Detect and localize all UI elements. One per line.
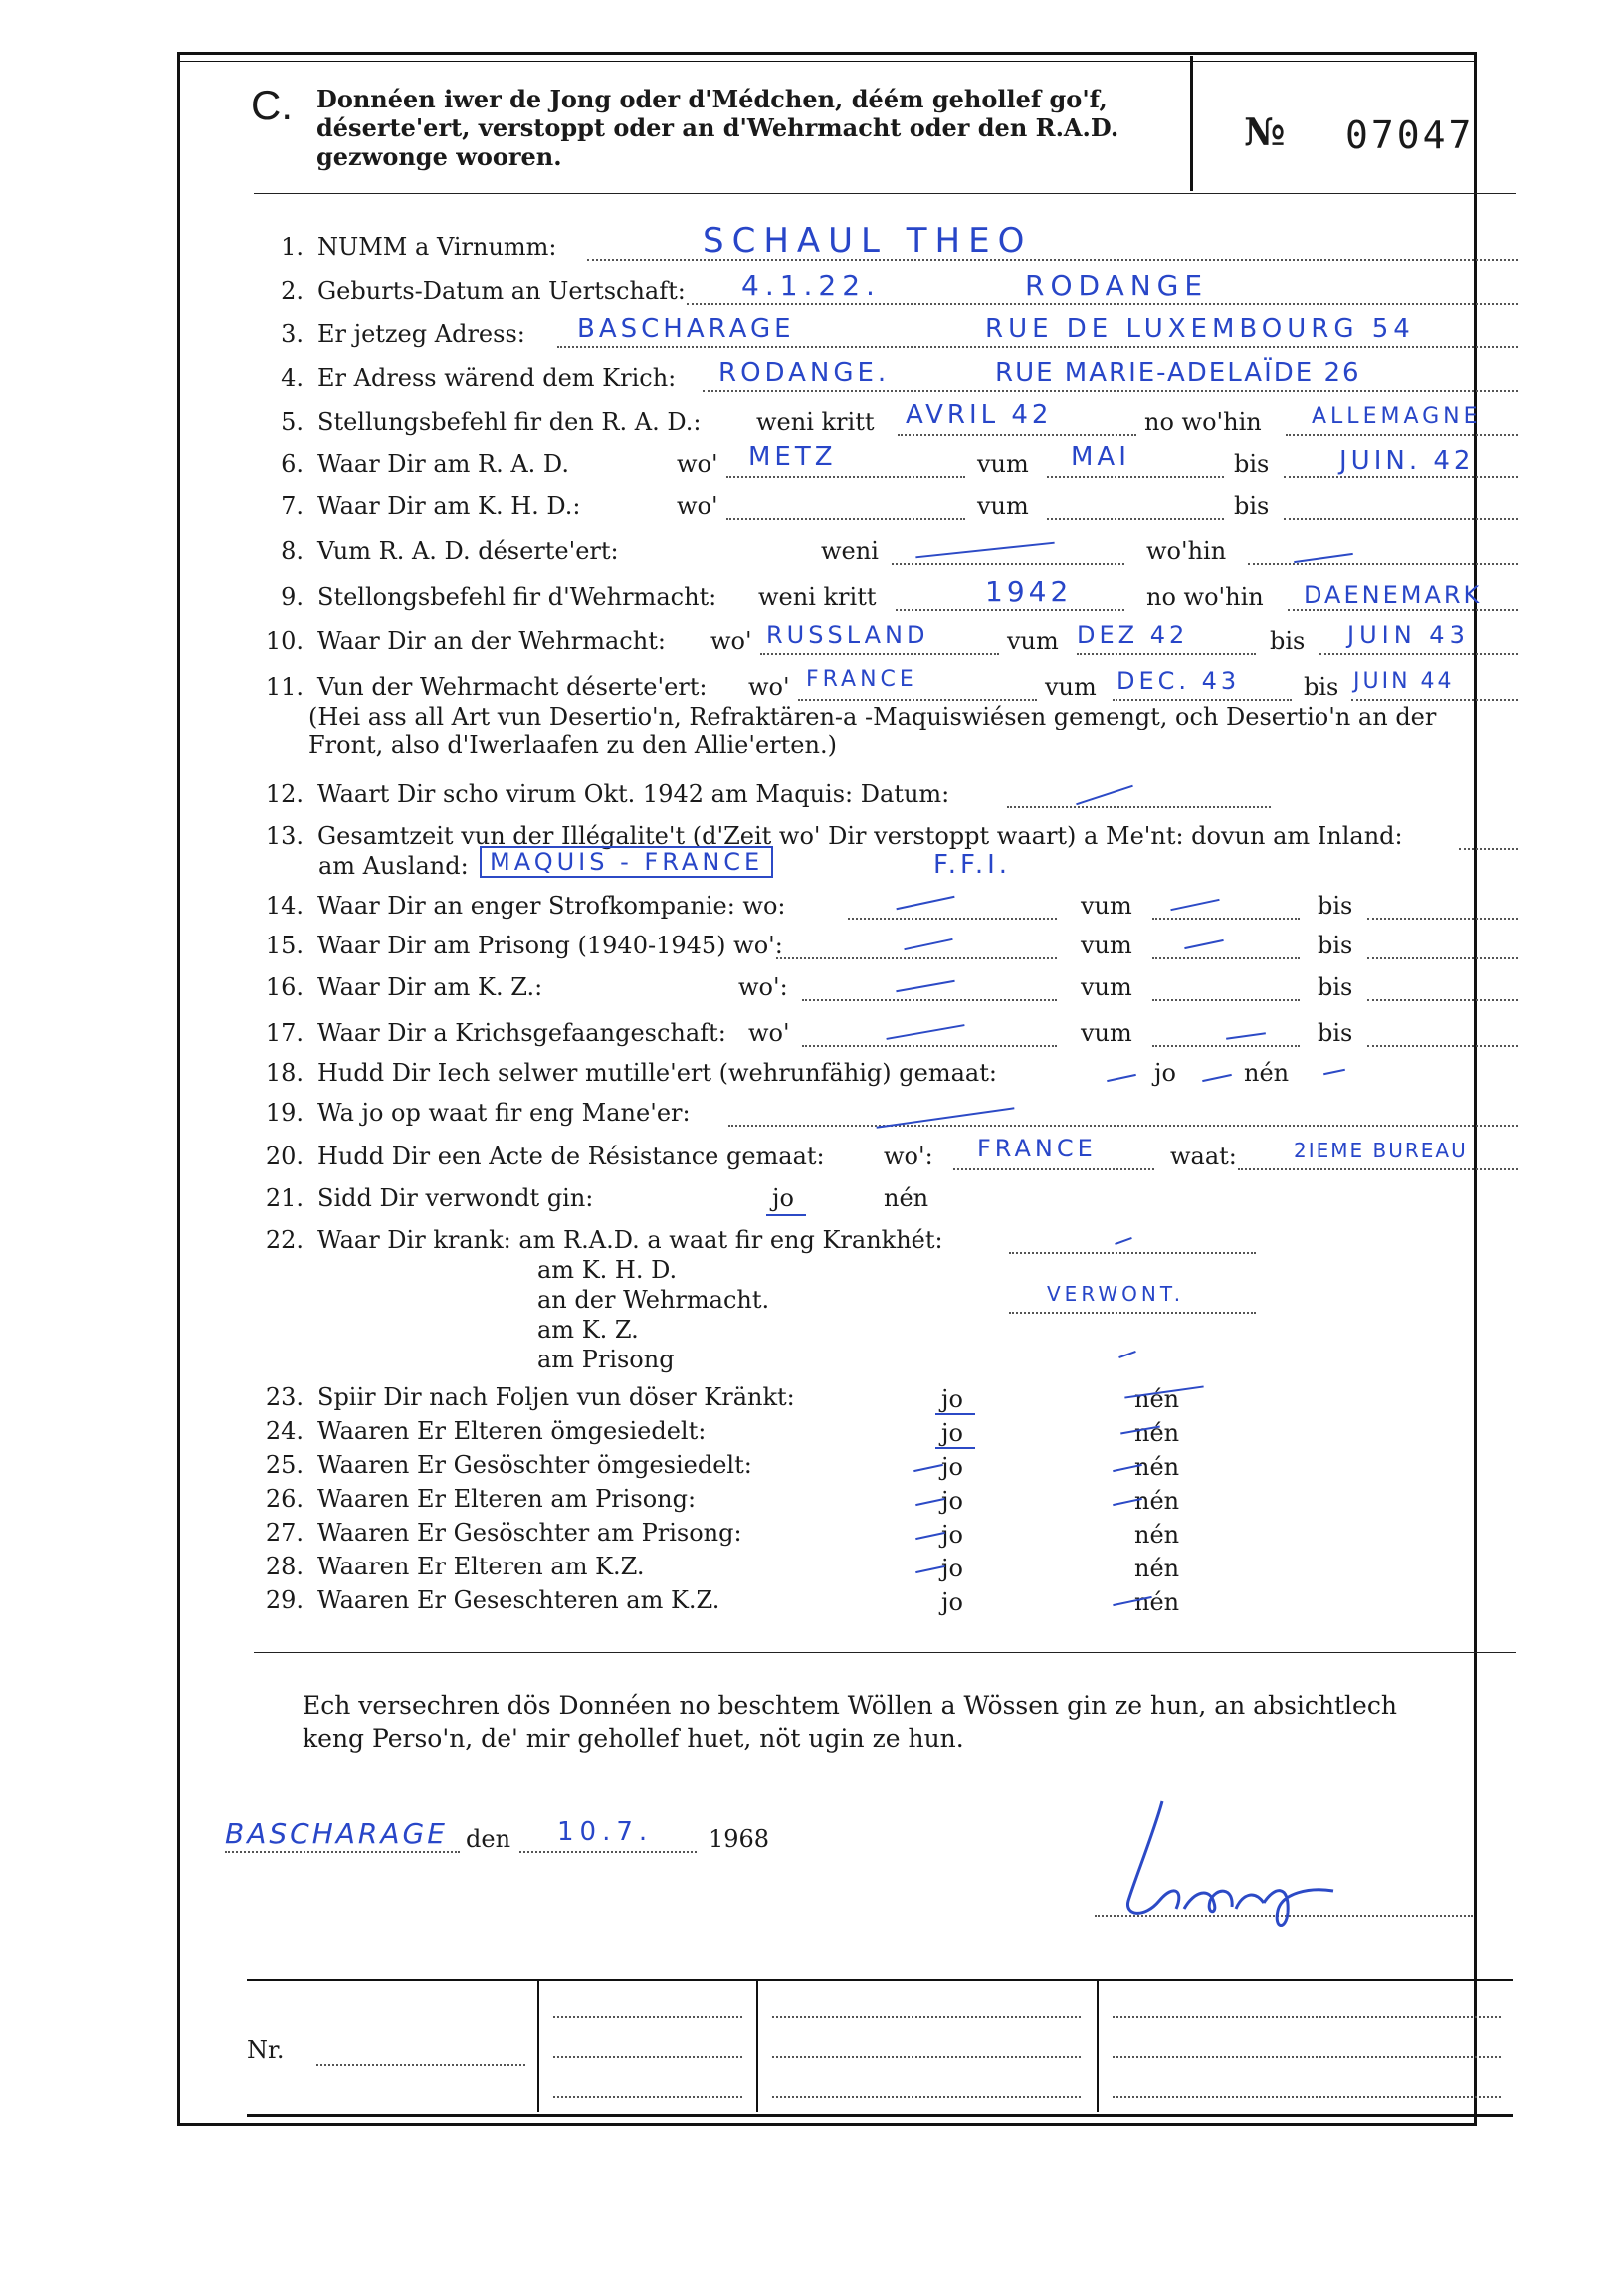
field-line xyxy=(802,999,1057,1001)
question-3: 3. Er jetzeg Adress: xyxy=(281,320,525,348)
question-17: 17. Waar Dir a Krichsgefaangeschaft: xyxy=(265,1019,726,1047)
field-line xyxy=(1286,434,1518,436)
label-no-wohin: no wo'hin xyxy=(1144,408,1262,436)
label-nen: nén xyxy=(1134,1521,1180,1549)
answer-underline xyxy=(766,1214,806,1216)
answer-res-what: 2IEME BUREAU xyxy=(1294,1139,1468,1162)
form-number: 07047 xyxy=(1345,113,1475,157)
answer-date: 10.7. xyxy=(557,1817,654,1847)
label-nr: Nr. xyxy=(247,2036,285,2064)
label-bis: bis xyxy=(1234,492,1270,520)
label-bis: bis xyxy=(1318,973,1353,1001)
field-line xyxy=(953,1168,1154,1170)
label-nen: nén xyxy=(884,1184,929,1212)
answer-rad-vum: MAI xyxy=(1071,442,1130,472)
field-line xyxy=(316,2064,525,2066)
question-11: 11. Vun der Wehrmacht déserte'ert: xyxy=(265,673,708,701)
label-nen: nén xyxy=(1134,1419,1180,1447)
question-27: 27. Waaren Er Gesöschter am Prisong: xyxy=(265,1519,742,1547)
bottom-box-divider xyxy=(756,1980,758,2112)
bottom-box-bottom xyxy=(247,2114,1513,2117)
label-am-khd: am K. H. D. xyxy=(537,1256,678,1284)
field-line xyxy=(1152,999,1300,1001)
label-wo: wo' xyxy=(677,492,718,520)
field-line xyxy=(553,2056,742,2058)
label-bis: bis xyxy=(1318,1019,1353,1047)
label-an-der-wehrmacht: an der Wehrmacht. xyxy=(537,1286,770,1314)
answer-krank-wm: VERWONT. xyxy=(1047,1282,1185,1306)
section-rule xyxy=(254,1652,1516,1653)
label-vum: vum xyxy=(977,492,1029,520)
label-jo: jo xyxy=(1154,1059,1176,1087)
answer-address-now-1: BASCHARAGE xyxy=(577,314,795,344)
label-wo: wo': xyxy=(884,1143,933,1170)
label-bis: bis xyxy=(1318,932,1353,959)
section-letter: C. xyxy=(251,82,293,128)
question-21: 21. Sidd Dir verwondt gin: xyxy=(265,1184,594,1212)
field-line xyxy=(1152,918,1300,920)
bottom-box-divider xyxy=(537,1980,539,2112)
field-line xyxy=(519,1851,697,1853)
field-line xyxy=(1367,918,1518,920)
field-line xyxy=(1367,999,1518,1001)
field-line xyxy=(728,1125,1518,1127)
field-line xyxy=(726,476,965,478)
label-wo: wo' xyxy=(677,450,718,478)
label-jo: jo xyxy=(941,1521,963,1549)
field-line xyxy=(1113,699,1292,701)
label-wo: wo' xyxy=(710,627,752,655)
label-wohin: wo'hin xyxy=(1146,537,1227,565)
question-12: 12. Waart Dir scho virum Okt. 1942 am Maquis: Datum: xyxy=(265,780,950,808)
answer-wm-where: DAENEMARK xyxy=(1304,581,1483,609)
label-jo: jo xyxy=(941,1487,963,1515)
question-5: 5. Stellungsbefehl fir den R. A. D.: xyxy=(281,408,702,436)
field-line xyxy=(760,653,999,655)
label-wo: wo' xyxy=(748,1019,790,1047)
label-weni-kritt: weni kritt xyxy=(758,583,877,611)
answer-underline xyxy=(935,1447,975,1449)
label-nen: nén xyxy=(1134,1453,1180,1481)
field-line xyxy=(557,346,1518,348)
field-line xyxy=(1284,518,1518,520)
label-nen: nén xyxy=(1134,1385,1180,1413)
label-bis: bis xyxy=(1304,673,1339,701)
question-14: 14. Waar Dir an enger Strofkompanie: wo: xyxy=(265,892,786,920)
label-vum: vum xyxy=(1081,973,1132,1001)
answer-wm-vum: DEZ 42 xyxy=(1077,621,1189,649)
header-divider xyxy=(1190,56,1193,191)
label-vum: vum xyxy=(1081,892,1132,920)
answer-rad-when: AVRIL 42 xyxy=(906,400,1053,430)
answer-rad-wo: METZ xyxy=(748,442,837,472)
field-line xyxy=(1238,1168,1518,1170)
declaration-text: Ech versechren dös Donnéen no beschtem Wöllen a Wössen gin ze hun, an absichtlech keng Perso'n, de' mir gehollef huet, nöt ugin ze hun. xyxy=(303,1691,1397,1753)
label-jo: jo xyxy=(941,1588,963,1616)
field-line xyxy=(1113,2096,1501,2098)
field-line xyxy=(553,2016,742,2018)
field-line xyxy=(892,563,1124,565)
answer-wm-when: 1942 xyxy=(985,575,1073,608)
header-rule xyxy=(254,193,1516,194)
question-25: 25. Waaren Er Gesöschter ömgesiedelt: xyxy=(265,1451,752,1479)
question-29: 29. Waaren Er Geseschteren am K.Z. xyxy=(265,1586,720,1614)
answer-birth-date: 4.1.22. xyxy=(741,269,881,302)
answer-name: SCHAUL THEO xyxy=(703,221,1033,261)
question-18: 18. Hudd Dir Iech selwer mutille'ert (wehrunfähig) gemaat: xyxy=(265,1059,997,1087)
field-line xyxy=(896,609,1124,611)
field-line xyxy=(1152,957,1300,959)
answer-birth-place: RODANGE xyxy=(1025,269,1209,302)
field-line xyxy=(225,1851,460,1853)
answer-des-bis: JUIN 44 xyxy=(1353,669,1455,694)
question-11-note: (Hei ass all Art vun Desertio'n, Refraktären-a -Maquiswiésen gemengt, och Desertio'n an der Front, also d'Iwerlaafen zu den Allie'erten.) xyxy=(308,703,1437,759)
answer-ausland: MAQUIS - FRANCE xyxy=(480,846,773,878)
label-nen: nén xyxy=(1134,1487,1180,1515)
answer-ausland-extra: F.F.I. xyxy=(933,850,1012,880)
question-2: 2. Geburts-Datum an Uertschaft: xyxy=(281,277,686,305)
signature xyxy=(1115,1791,1393,1931)
label-vum: vum xyxy=(1007,627,1059,655)
label-nen: nén xyxy=(1134,1555,1180,1582)
field-line xyxy=(1007,806,1271,808)
label-bis: bis xyxy=(1234,450,1270,478)
bottom-box-top xyxy=(247,1979,1513,1981)
label-waat: waat: xyxy=(1170,1143,1237,1170)
field-line xyxy=(802,1045,1057,1047)
field-line xyxy=(1459,848,1518,850)
field-line xyxy=(726,518,965,520)
answer-address-war-2: RUE MARIE-ADELAÏDE 26 xyxy=(995,358,1361,388)
label-bis: bis xyxy=(1318,892,1353,920)
question-19: 19. Wa jo op waat fir eng Mane'er: xyxy=(265,1099,691,1127)
field-line xyxy=(848,918,1057,920)
label-jo: jo xyxy=(941,1555,963,1582)
field-line xyxy=(1284,476,1518,478)
label-weni: weni xyxy=(821,537,879,565)
label-jo: jo xyxy=(941,1453,963,1481)
field-line xyxy=(1047,476,1224,478)
question-28: 28. Waaren Er Elteren am K.Z. xyxy=(265,1553,645,1580)
label-am-prisong: am Prisong xyxy=(537,1346,675,1373)
field-line xyxy=(772,2056,1081,2058)
bottom-box-divider xyxy=(1097,1980,1099,2112)
question-1: 1. NUMM a Virnumm: xyxy=(281,233,557,261)
answer-wm-wo: RUSSLAND xyxy=(766,621,929,649)
field-line xyxy=(1320,653,1518,655)
field-line xyxy=(798,699,1037,701)
field-line xyxy=(1113,2016,1501,2018)
label-wo: wo' xyxy=(748,673,790,701)
answer-rad-where: ALLEMAGNE xyxy=(1312,404,1482,429)
label-am-ausland: am Ausland: xyxy=(318,852,469,880)
question-8: 8. Vum R. A. D. déserte'ert: xyxy=(281,537,619,565)
label-vum: vum xyxy=(1081,1019,1132,1047)
question-6: 6. Waar Dir am R. A. D. xyxy=(281,450,569,478)
field-line xyxy=(1077,653,1256,655)
label-vum: vum xyxy=(1045,673,1097,701)
label-vum: vum xyxy=(977,450,1029,478)
label-wo: wo': xyxy=(738,973,788,1001)
answer-place: BASCHARAGE xyxy=(225,1817,448,1850)
field-line xyxy=(772,2016,1081,2018)
answer-address-war-1: RODANGE. xyxy=(718,358,891,388)
section-title: Donnéen iwer de Jong oder d'Médchen, déém gehollef go'f, déserte'ert, verstoppt oder an d'Wehrmacht oder den R.A.D. gezwonge wooren. xyxy=(316,85,1119,171)
field-line xyxy=(1113,2056,1501,2058)
answer-des-wo: FRANCE xyxy=(806,667,917,692)
label-nen: nén xyxy=(1244,1059,1290,1087)
label-weni-kritt: weni kritt xyxy=(756,408,875,436)
answer-underline xyxy=(935,1413,975,1415)
label-bis: bis xyxy=(1270,627,1306,655)
field-line xyxy=(898,434,1136,436)
answer-wm-bis: JUIN 43 xyxy=(1347,621,1470,649)
answer-res-where: FRANCE xyxy=(977,1135,1097,1162)
label-jo: jo xyxy=(941,1419,963,1447)
field-line xyxy=(1009,1312,1256,1314)
label-jo: jo xyxy=(772,1184,794,1212)
field-line xyxy=(687,303,1518,305)
question-20: 20. Hudd Dir een Acte de Résistance gemaat: xyxy=(265,1143,825,1170)
label-jo: jo xyxy=(941,1385,963,1413)
label-nen: nén xyxy=(1134,1588,1180,1616)
field-line xyxy=(1152,1045,1300,1047)
field-line xyxy=(1047,518,1224,520)
question-13: 13. Gesamtzeit vun der Illégalite't (d'Zeit wo' Dir verstoppt waart) a Me'nt: dovun am Inland: xyxy=(265,822,1403,850)
field-line xyxy=(1367,1045,1518,1047)
field-line xyxy=(1288,609,1518,611)
label-no-wohin: no wo'hin xyxy=(1146,583,1264,611)
label-den: den xyxy=(466,1825,511,1853)
question-26: 26. Waaren Er Elteren am Prisong: xyxy=(265,1485,697,1513)
field-line xyxy=(1248,563,1518,565)
question-7: 7. Waar Dir am K. H. D.: xyxy=(281,492,581,520)
answer-rad-bis: JUIN. 42 xyxy=(1339,446,1475,476)
question-16: 16. Waar Dir am K. Z.: xyxy=(265,973,543,1001)
number-label: № xyxy=(1244,109,1286,154)
field-line xyxy=(772,2096,1081,2098)
label-am-kz: am K. Z. xyxy=(537,1316,639,1344)
field-line xyxy=(1367,957,1518,959)
field-line xyxy=(1351,699,1518,701)
field-line xyxy=(1009,1252,1256,1254)
answer-address-now-2: RUE DE LUXEMBOURG 54 xyxy=(985,314,1415,344)
question-10: 10. Waar Dir an der Wehrmacht: xyxy=(265,627,666,655)
field-line xyxy=(776,957,1057,959)
question-15: 15. Waar Dir am Prisong (1940-1945) wo': xyxy=(265,932,783,959)
question-22: 22. Waar Dir krank: am R.A.D. a waat fir eng Krankhét: xyxy=(265,1226,943,1254)
question-9: 9. Stellongsbefehl fir d'Wehrmacht: xyxy=(281,583,717,611)
label-vum: vum xyxy=(1081,932,1132,959)
field-line xyxy=(553,2096,742,2098)
answer-des-vum: DEC. 43 xyxy=(1116,667,1241,695)
field-line xyxy=(703,390,1518,392)
question-23: 23. Spiir Dir nach Foljen vun döser Kränkt: xyxy=(265,1383,795,1411)
label-year: 1968 xyxy=(709,1825,770,1853)
question-4: 4. Er Adress wärend dem Krich: xyxy=(281,364,677,392)
question-24: 24. Waaren Er Elteren ömgesiedelt: xyxy=(265,1417,707,1445)
